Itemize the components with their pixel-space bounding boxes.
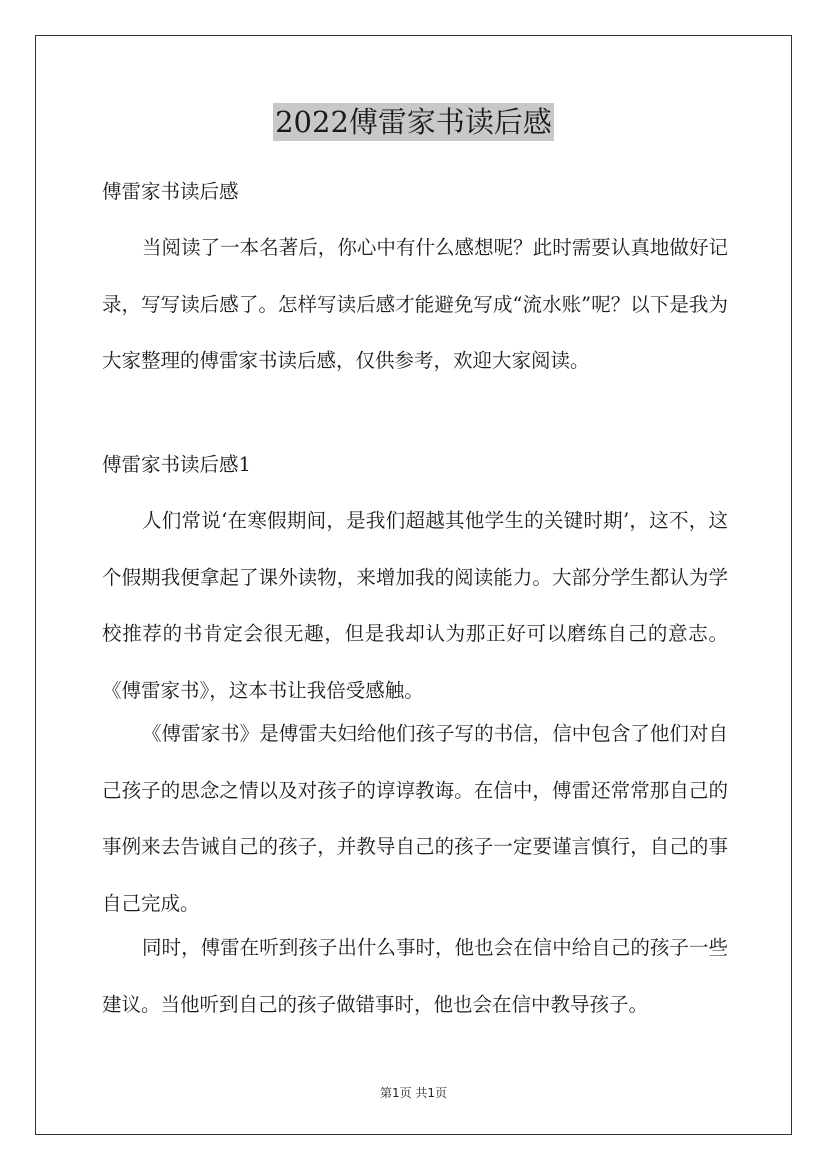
section1-paragraph-1: 人们常说‘在寒假期间，是我们超越其他学生的关键时期’，这不，这个假期我便拿起了课外读物，来增加我的阅读能力。大部分学生都认为学校推荐的书肯定会很无趣，但是我却认为那正好可以磨练自己的意志。《傅雷家书》，这本书让我倍受感触。 [102,509,728,702]
intro-heading: 傅雷家书读后感 [102,180,239,203]
intro-paragraph: 当阅读了一本名著后，你心中有什么感想呢？此时需要认真地做好记录，写写读后感了。怎样写读后感才能避免写成“流水账”呢？以下是我为大家整理的傅雷家书读后感，仅供参考，欢迎大家阅读。 [102,236,728,372]
document-title: 2022傅雷家书读后感 [275,105,552,139]
section1-heading: 傅雷家书读后感1 [102,453,251,476]
section1-paragraph-2: 《傅雷家书》是傅雷夫妇给他们孩子写的书信，信中包含了他们对自己孩子的思念之情以及对孩子的谆谆教诲。在信中，傅雷还常常那自己的事例来去告诫自己的孩子，并教导自己的孩子一定要谨言慎行，自己的事自己完成。 [102,722,728,915]
page-number-footer: 第1页 共1页 [379,1086,448,1100]
title-container [0,103,827,141]
section1-paragraph-3: 同时，傅雷在听到孩子出什么事时，他也会在信中给自己的孩子一些建议。当他听到自己的孩子做错事时，他也会在信中教导孩子。 [102,936,728,1016]
